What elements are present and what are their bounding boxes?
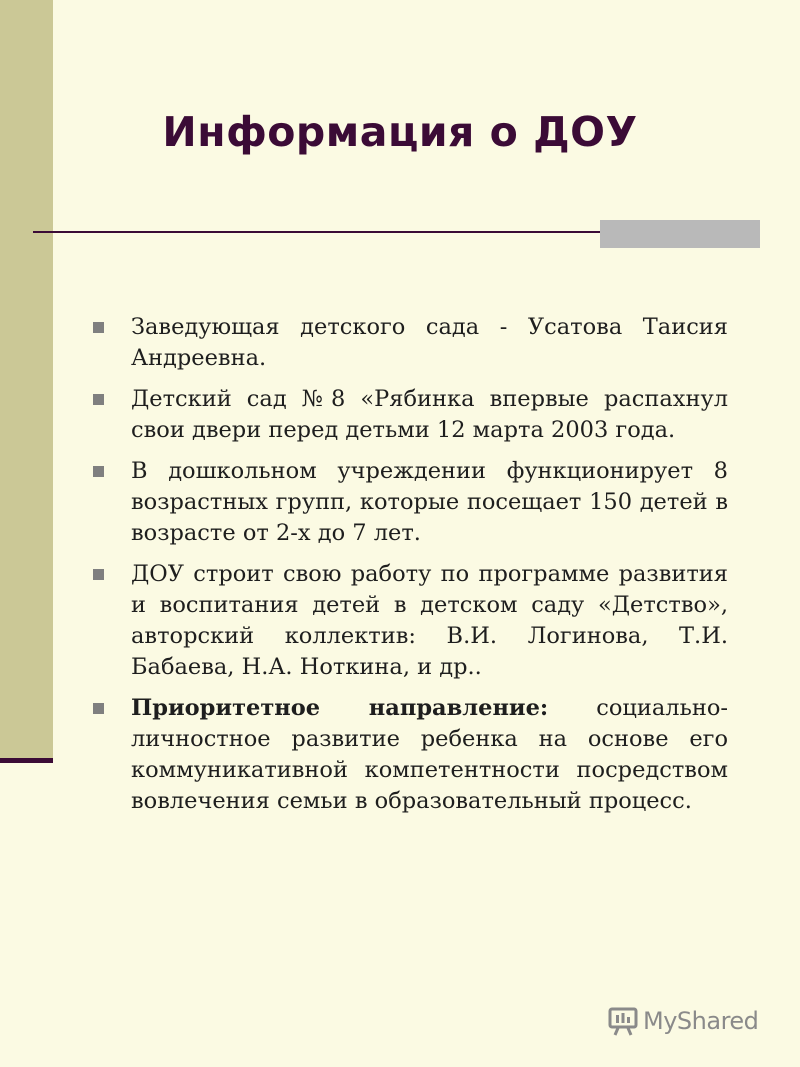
divider-accent-block — [600, 220, 760, 248]
logo-text: MyShared — [643, 1007, 759, 1035]
left-bar-accent — [0, 758, 53, 763]
square-bullet-icon — [93, 322, 104, 333]
list-item-text: Заведующая детского сада - Усатова Таисия Андреевна. — [131, 314, 728, 371]
list-item — [93, 384, 728, 446]
list-item-text: Детский сад №8 «Рябинка впервые распахнул свои двери перед детьми 12 марта 2003 года. — [131, 386, 728, 443]
bullet-list — [93, 312, 728, 827]
slide-title: Информация о ДОУ — [162, 108, 638, 156]
list-item — [93, 312, 728, 374]
myshared-watermark — [607, 1003, 758, 1039]
list-item — [93, 456, 728, 549]
square-bullet-icon — [93, 569, 104, 580]
list-item — [93, 559, 728, 683]
list-item-text: ДОУ строит свою работу по программе развития и воспитания детей в детском саду «Детство», авторский коллектив: В.И. Логинова, Т.И. Бабаева, Н.А. Ноткина, и др.. — [131, 561, 728, 680]
presentation-board-icon — [607, 1005, 639, 1037]
list-item-text: В дошкольном учреждении функционирует 8 возрастных групп, которые посещает 150 детей в возрасте от 2-х до 7 лет. — [131, 458, 728, 546]
square-bullet-icon — [93, 703, 104, 714]
list-item-bold-label: Приоритетное направление: — [131, 695, 549, 721]
list-item — [93, 693, 728, 817]
square-bullet-icon — [93, 466, 104, 477]
list-item-text: социально-личностное развитие ребенка на основе его коммуникативной компетентности посредством вовлечения семьи в образовательный процесс. — [131, 695, 728, 814]
square-bullet-icon — [93, 394, 104, 405]
